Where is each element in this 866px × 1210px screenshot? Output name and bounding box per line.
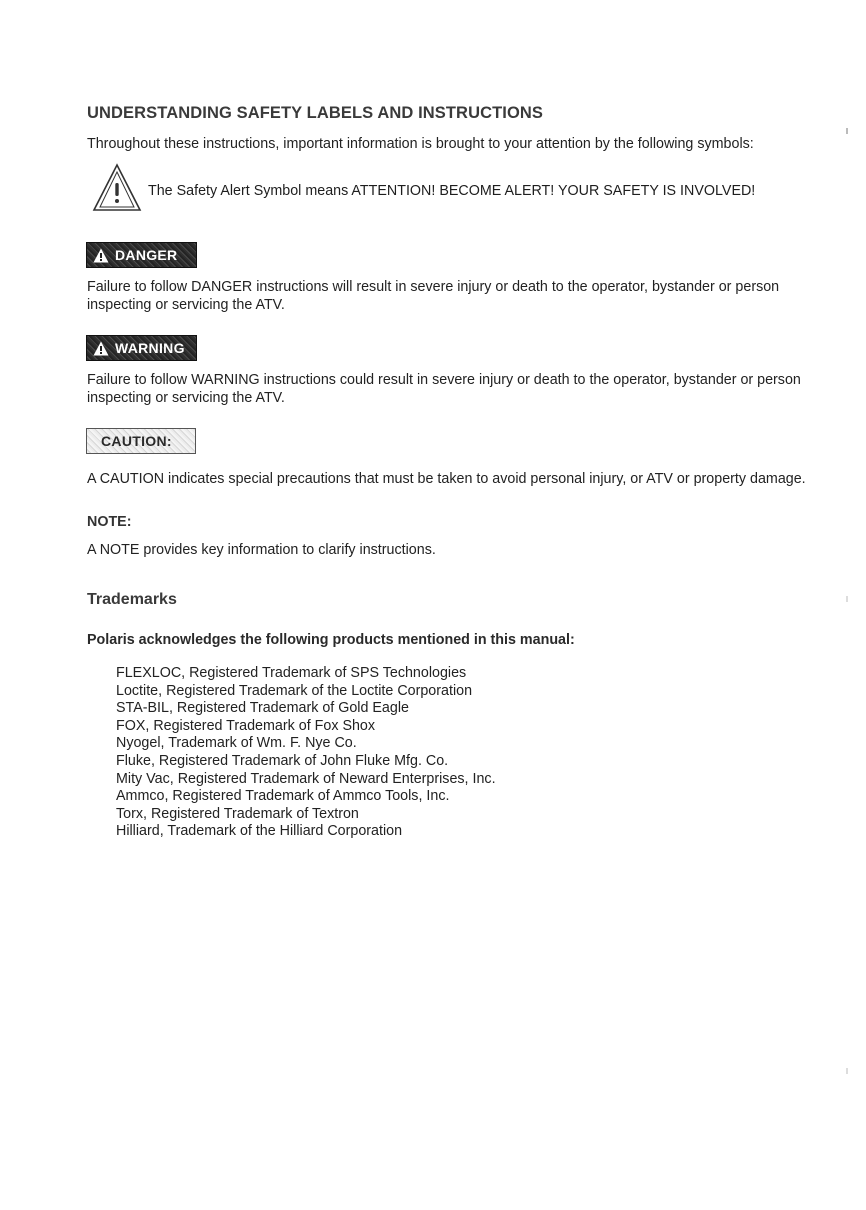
trademarks-acknowledgement: Polaris acknowledges the following products mentioned in this manual: <box>87 632 575 648</box>
caution-label <box>86 428 196 454</box>
trademark-item: Hilliard, Trademark of the Hilliard Corporation <box>116 823 403 840</box>
trademark-item: STA-BIL, Registered Trademark of Gold Eagle <box>116 700 409 717</box>
warning-description: Failure to follow WARNING instructions could result in severe injury or death to the operator, bystander or person inspecting or servicing the ATV. <box>87 372 801 406</box>
trademark-item: Mity Vac, Registered Trademark of Neward Enterprises, Inc. <box>116 770 496 787</box>
warning-triangle-icon <box>93 341 109 356</box>
intro-text: Throughout these instructions, important information is brought to your attention by the following symbols: <box>87 136 754 152</box>
danger-label <box>86 242 197 268</box>
caution-label-text: CAUTION: <box>101 433 172 449</box>
scan-speck <box>846 128 848 134</box>
danger-description: Failure to follow DANGER instructions will result in severe injury or death to the operator, bystander or person inspecting or servicing the ATV. <box>87 279 780 313</box>
trademark-item: Loctite, Registered Trademark of the Loctite Corporation <box>116 682 473 699</box>
note-title: NOTE: <box>87 514 132 530</box>
trademark-item: Fluke, Registered Trademark of John Fluke Mfg. Co. <box>116 752 449 769</box>
trademark-item: FLEXLOC, Registered Trademark of SPS Technologies <box>116 665 467 681</box>
page-heading: UNDERSTANDING SAFETY LABELS AND INSTRUCTIONS <box>87 104 544 122</box>
warning-label-text: WARNING <box>115 340 185 356</box>
safety-alert-text: The Safety Alert Symbol means ATTENTION! BECOME ALERT! YOUR SAFETY IS INVOLVED! <box>148 183 756 199</box>
trademark-item: FOX, Registered Trademark of Fox Shox <box>116 717 376 734</box>
trademarks-list <box>116 665 496 841</box>
scan-speck <box>846 596 848 602</box>
trademark-item: Ammco, Registered Trademark of Ammco Tools, Inc. <box>116 788 450 805</box>
warning-triangle-icon <box>93 248 109 263</box>
warning-label <box>86 335 197 361</box>
note-description: A NOTE provides key information to clarify instructions. <box>87 542 436 558</box>
scan-speck <box>846 1068 848 1074</box>
caution-description: A CAUTION indicates special precautions that must be taken to avoid personal injury, or ATV or property damage. <box>87 471 806 487</box>
trademark-item: Torx, Registered Trademark of Textron <box>116 805 359 822</box>
trademarks-title: Trademarks <box>87 591 177 608</box>
trademark-item: Nyogel, Trademark of Wm. F. Nye Co. <box>116 735 357 752</box>
danger-label-text: DANGER <box>115 247 178 263</box>
safety-alert-triangle-icon <box>92 163 142 213</box>
safety-alert-row <box>92 163 812 213</box>
